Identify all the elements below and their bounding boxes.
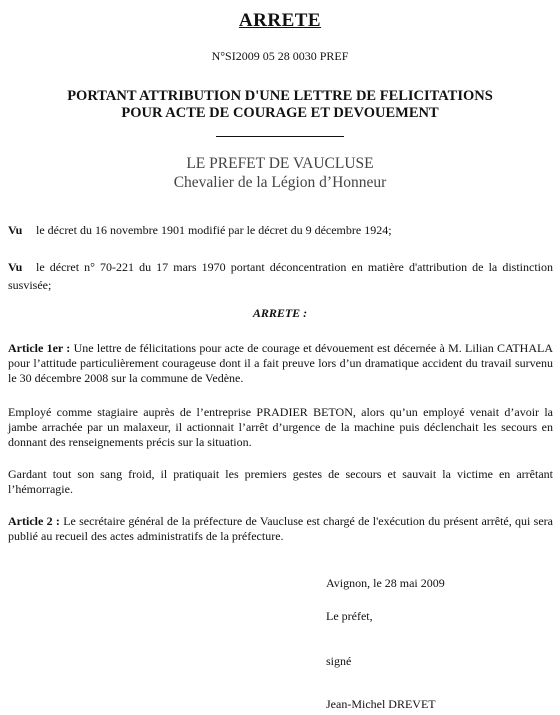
article-2-text: Le secrétaire général de la préfecture de Vaucluse est chargé de l'exécution du présent arrêté, qui sera publié au recueil des actes administratifs de la préfecture. bbox=[8, 514, 553, 543]
article-2 bbox=[8, 514, 553, 544]
subject-line-1: PORTANT ATTRIBUTION D'UNE LETTRE DE FELICITATIONS bbox=[67, 88, 493, 104]
visa-text: le décret du 16 novembre 1901 modifié par le décret du 9 décembre 1924; bbox=[36, 223, 392, 237]
reference-number: N°SI2009 05 28 0030 PREF bbox=[211, 49, 349, 63]
visa-label: Vu bbox=[8, 223, 23, 237]
article-2-label: Article 2 : bbox=[8, 514, 60, 528]
issuing-authority bbox=[0, 154, 560, 192]
authority-title: LE PREFET DE VAUCLUSE bbox=[186, 155, 374, 172]
visa-2 bbox=[8, 258, 553, 294]
authority-honor: Chevalier de la Légion d’Honneur bbox=[173, 174, 387, 191]
separator-rule bbox=[216, 136, 344, 137]
paragraph-first-aid: Gardant tout son sang froid, il pratiquait les premiers gestes de secours et sauvait la victime en arrêtant l’hémorragie. bbox=[8, 467, 553, 496]
article-1-text: Une lettre de félicitations pour acte de courage et dévouement est décernée à M. Lilian CATHALA pour l’attitude particulièrement courageuse dont il a fait preuve lors d’un dramatique accident du travail survenu le 30 décembre 2008 sur la commune de Vedène. bbox=[8, 341, 553, 385]
document-title: ARRETE bbox=[238, 10, 322, 31]
subject-line-2: POUR ACTE DE COURAGE ET DEVOUEMENT bbox=[121, 105, 439, 121]
visa-1 bbox=[8, 222, 553, 239]
signature-place-date: Avignon, le 28 mai 2009 bbox=[326, 576, 445, 590]
article-1-label: Article 1er : bbox=[8, 341, 71, 355]
paragraph-employee: Employé comme stagiaire auprès de l’entreprise PRADIER BETON, alors qu’un employé venait d’avoir la jambe arrachée par un malaxeur, il actionnait l’arrêt d’urgence de la machine puis déclenchait les secours en donnant des renseignements précis sur la situation. bbox=[8, 405, 553, 449]
visa-label: Vu bbox=[8, 260, 23, 274]
article-1 bbox=[8, 341, 553, 386]
signatory-name: Jean-Michel DREVET bbox=[326, 697, 436, 711]
document-subject bbox=[0, 88, 560, 122]
signature-signed: signé bbox=[326, 654, 352, 668]
visa-text: le décret n° 70-221 du 17 mars 1970 portant déconcentration en matière d'attribution de la distinction susvisée; bbox=[8, 260, 553, 292]
decree-heading: ARRETE : bbox=[252, 306, 308, 320]
signature-role: Le préfet, bbox=[326, 609, 373, 623]
